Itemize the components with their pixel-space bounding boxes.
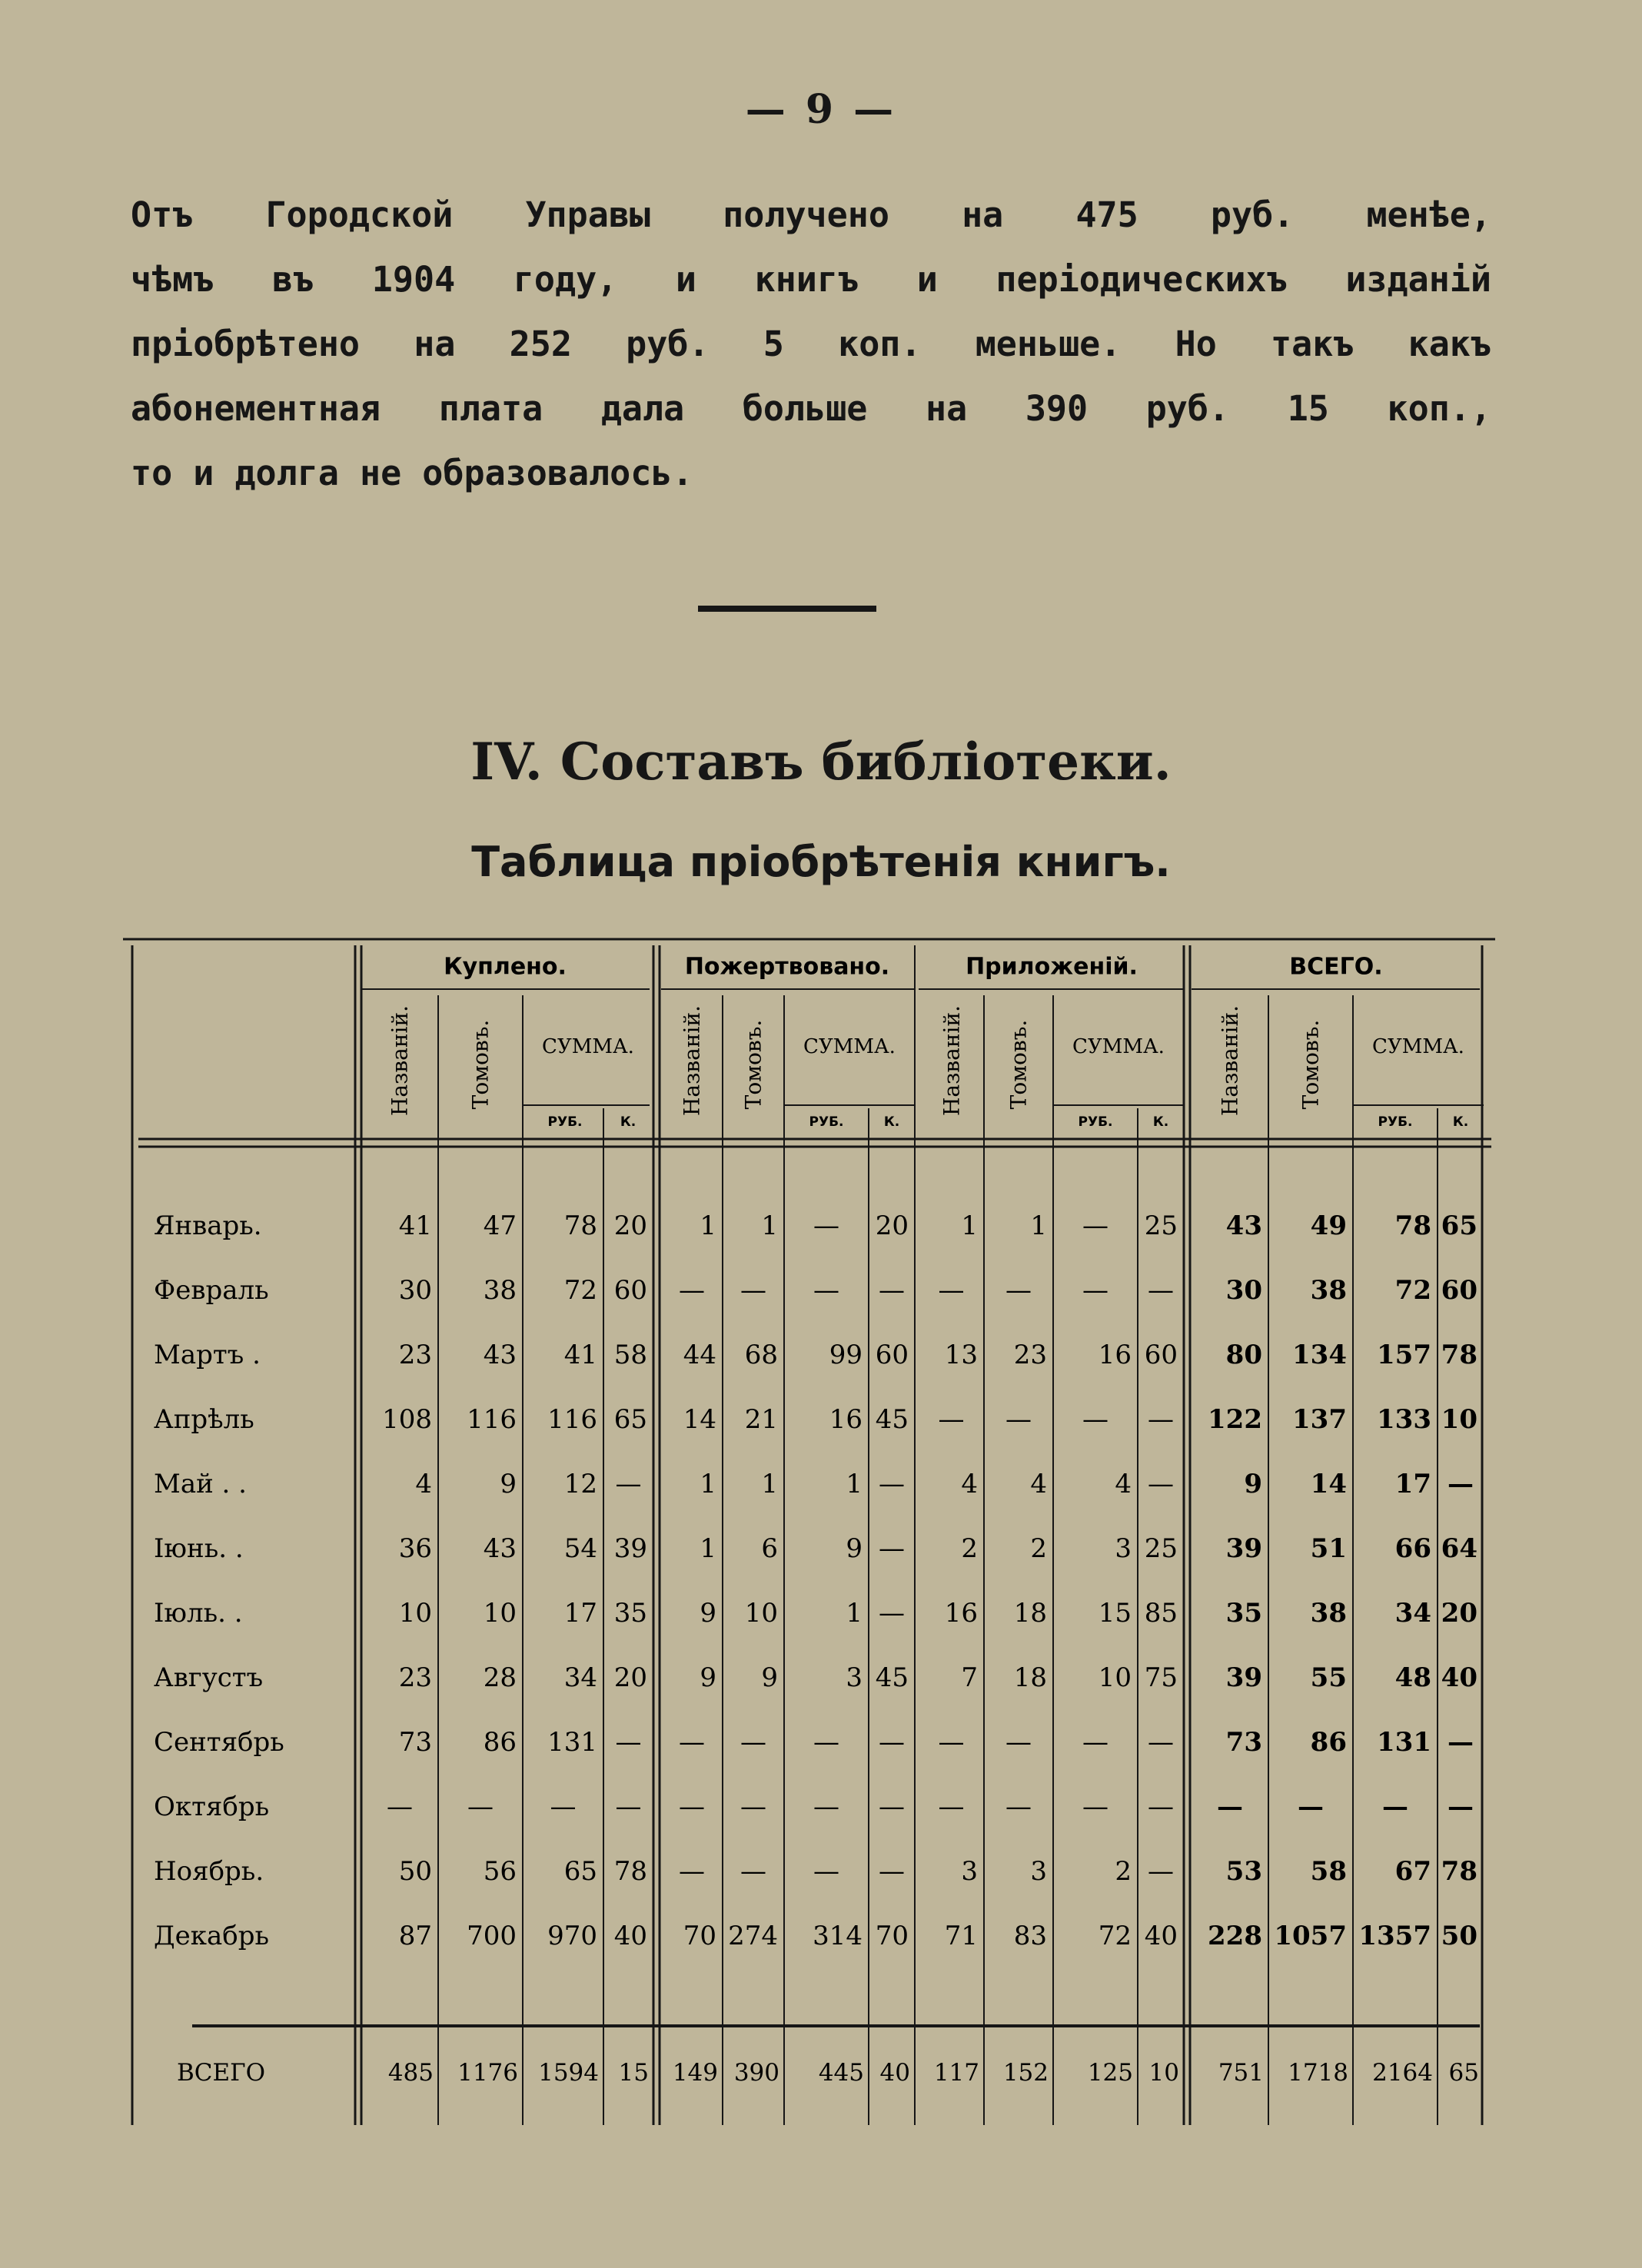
table-cell: 58 xyxy=(1310,1856,1347,1887)
table-cell: — xyxy=(813,1275,839,1306)
table-cell: 68 xyxy=(744,1340,778,1370)
table-cell: 4 xyxy=(415,1469,432,1499)
table-cell: — xyxy=(1148,1791,1174,1822)
totals-cell: 485 xyxy=(387,2059,434,2087)
table-cell: 39 xyxy=(613,1533,647,1564)
table-cell: 53 xyxy=(1225,1856,1262,1887)
table-cell: 20 xyxy=(1441,1598,1477,1629)
table-cell: 12 xyxy=(563,1469,597,1499)
table-cell: 49 xyxy=(1310,1210,1347,1241)
table-cell: 21 xyxy=(744,1404,778,1435)
table-cell: 9 xyxy=(700,1662,716,1693)
table-cell: 10 xyxy=(744,1598,778,1629)
column-header-titles: Названій. xyxy=(387,1004,413,1117)
table-cell: 35 xyxy=(1225,1598,1262,1629)
table-cell: 134 xyxy=(1292,1340,1347,1370)
table-cell: 87 xyxy=(398,1921,432,1951)
table-cell: 1 xyxy=(1030,1210,1047,1241)
table-cell: — xyxy=(740,1727,766,1758)
table-cell: 1 xyxy=(700,1533,716,1564)
table-cell: 86 xyxy=(483,1727,517,1758)
column-header-sum: СУММА. xyxy=(803,1035,896,1058)
table-cell: 72 xyxy=(1098,1921,1132,1951)
table-cell: 38 xyxy=(1310,1275,1347,1306)
table-cell: 1 xyxy=(761,1469,778,1499)
table-cell: — xyxy=(387,1791,413,1822)
table-cell: 85 xyxy=(1144,1598,1178,1629)
table-cell: 9 xyxy=(500,1469,517,1499)
table-cell: 54 xyxy=(563,1533,597,1564)
table-cell: 51 xyxy=(1310,1533,1347,1564)
column-header-sum: СУММА. xyxy=(1072,1035,1165,1058)
table-cell: — xyxy=(813,1210,839,1241)
table-cell: 86 xyxy=(1310,1727,1347,1758)
table-cell: 108 xyxy=(382,1404,432,1435)
table-cell: — xyxy=(550,1791,577,1822)
table-cell: 39 xyxy=(1225,1533,1262,1564)
table-cell: 2 xyxy=(1115,1856,1132,1887)
table-cell: 67 xyxy=(1394,1856,1431,1887)
group-header: Куплено. xyxy=(444,953,567,981)
table-cell: 10 xyxy=(1441,1404,1477,1435)
table-cell: — xyxy=(679,1727,705,1758)
table-cell: 23 xyxy=(398,1340,432,1370)
table-cell: 116 xyxy=(547,1404,597,1435)
table-cell: 16 xyxy=(829,1404,863,1435)
table-cell: — xyxy=(879,1727,905,1758)
table-cell: 39 xyxy=(1225,1662,1262,1693)
table-cell: 41 xyxy=(398,1210,432,1241)
table-cell: — xyxy=(879,1275,905,1306)
table-cell: 25 xyxy=(1144,1533,1178,1564)
table-cell: 47 xyxy=(483,1210,517,1241)
table-cell: 7 xyxy=(961,1662,978,1693)
table-cell: 3 xyxy=(1115,1533,1132,1564)
table-cell: — xyxy=(1148,1404,1174,1435)
table-cell: 17 xyxy=(1394,1469,1431,1499)
table-cell: 1057 xyxy=(1274,1921,1347,1951)
table-cell: — xyxy=(1382,1791,1408,1822)
table-cell: 2 xyxy=(961,1533,978,1564)
table-cell: 1 xyxy=(700,1469,716,1499)
table-cell: 80 xyxy=(1225,1340,1262,1370)
table-cell: 66 xyxy=(1394,1533,1431,1564)
table-cell: — xyxy=(813,1856,839,1887)
table-cell: — xyxy=(879,1469,905,1499)
table-cell: — xyxy=(679,1856,705,1887)
month-label: Сентябрь xyxy=(154,1727,284,1758)
month-label: Октябрь xyxy=(154,1791,270,1822)
table-cell: 78 xyxy=(613,1856,647,1887)
unit-rubles: РУБ. xyxy=(1378,1114,1413,1130)
column-header-titles: Названій. xyxy=(939,1004,965,1117)
column-header-titles: Названій. xyxy=(1217,1004,1243,1117)
group-header: Пожертвовано. xyxy=(684,953,890,981)
intro-paragraph xyxy=(131,183,1491,506)
totals-label: ВСЕГО xyxy=(177,2059,266,2087)
table-cell: 16 xyxy=(944,1598,978,1629)
table-cell: — xyxy=(1148,1727,1174,1758)
table-cell: 38 xyxy=(1310,1598,1347,1629)
table-cell: 23 xyxy=(398,1662,432,1693)
table-cell: 25 xyxy=(1144,1210,1178,1241)
totals-cell: 445 xyxy=(818,2059,864,2087)
table-cell: 4 xyxy=(1030,1469,1047,1499)
table-cell: — xyxy=(467,1791,494,1822)
month-label: Іюнь. . xyxy=(154,1533,244,1564)
totals-cell: 117 xyxy=(933,2059,979,2087)
table-cell: 14 xyxy=(683,1404,716,1435)
table-cell: 72 xyxy=(1394,1275,1431,1306)
totals-cell: 125 xyxy=(1087,2059,1133,2087)
month-label: Май . . xyxy=(154,1469,247,1499)
table-cell: 56 xyxy=(483,1856,517,1887)
table-cell: — xyxy=(1005,1791,1032,1822)
table-cell: 58 xyxy=(613,1340,647,1370)
totals-cell: 390 xyxy=(733,2059,779,2087)
table-cell: 116 xyxy=(467,1404,517,1435)
group-header: ВСЕГО. xyxy=(1289,953,1383,981)
month-label: Ноябрь. xyxy=(154,1856,264,1887)
month-label: Мартъ . xyxy=(154,1340,261,1370)
table-cell: 36 xyxy=(398,1533,432,1564)
table-cell: 72 xyxy=(563,1275,597,1306)
table-cell: 73 xyxy=(1225,1727,1262,1758)
table-cell: 274 xyxy=(728,1921,778,1951)
table-cell: 43 xyxy=(483,1340,517,1370)
table-cell: 50 xyxy=(398,1856,432,1887)
table-cell: 70 xyxy=(683,1921,716,1951)
table-cell: 3 xyxy=(961,1856,978,1887)
table-cell: 1 xyxy=(846,1598,863,1629)
column-header-volumes: Томовъ. xyxy=(1298,1019,1324,1110)
table-cell: — xyxy=(740,1791,766,1822)
table-cell: 71 xyxy=(944,1921,978,1951)
table-cell: 34 xyxy=(563,1662,597,1693)
column-header-volumes: Томовъ. xyxy=(1005,1019,1032,1110)
unit-kopecks: К. xyxy=(1152,1114,1169,1130)
table-cell: — xyxy=(615,1727,642,1758)
table-cell: — xyxy=(1082,1727,1109,1758)
unit-kopecks: К. xyxy=(620,1114,637,1130)
table-cell: — xyxy=(1448,1469,1474,1499)
table-cell: 40 xyxy=(1144,1921,1178,1951)
table-cell: 14 xyxy=(1310,1469,1347,1499)
table-cell: — xyxy=(1217,1791,1243,1822)
table-cell: — xyxy=(740,1275,766,1306)
table-cell: 64 xyxy=(1441,1533,1477,1564)
table-cell: — xyxy=(1148,1275,1174,1306)
table-cell: 133 xyxy=(1377,1404,1431,1435)
column-header-volumes: Томовъ. xyxy=(740,1019,766,1110)
table-cell: 4 xyxy=(961,1469,978,1499)
table-cell: — xyxy=(1148,1469,1174,1499)
table-cell: 65 xyxy=(613,1404,647,1435)
unit-kopecks: К. xyxy=(1452,1114,1469,1130)
table-cell: 55 xyxy=(1310,1662,1347,1693)
page-number: — 9 — xyxy=(745,86,897,133)
table-cell: — xyxy=(813,1727,839,1758)
table-cell: — xyxy=(679,1791,705,1822)
paragraph-line: пріобрѣтено на 252 руб. 5 коп. меньше. Но такъ какъ xyxy=(131,324,1491,364)
table-cell: 70 xyxy=(875,1921,909,1951)
table-cell: 73 xyxy=(398,1727,432,1758)
table-cell: 41 xyxy=(563,1340,597,1370)
table-cell: 30 xyxy=(1225,1275,1262,1306)
table-cell: 28 xyxy=(483,1662,517,1693)
table-cell: 34 xyxy=(1394,1598,1431,1629)
table-cell: 1 xyxy=(761,1210,778,1241)
table-cell: 44 xyxy=(683,1340,716,1370)
totals-cell: 10 xyxy=(1148,2059,1179,2087)
column-header-volumes: Томовъ. xyxy=(467,1019,494,1110)
table-cell: 18 xyxy=(1013,1598,1047,1629)
totals-cell: 40 xyxy=(879,2059,910,2087)
table-cell: 78 xyxy=(1394,1210,1431,1241)
table-cell: — xyxy=(1148,1856,1174,1887)
month-label: Январь. xyxy=(154,1210,262,1241)
totals-cell: 152 xyxy=(1002,2059,1049,2087)
table-cell: — xyxy=(813,1791,839,1822)
paragraph-line: абонементная плата дала больше на 390 руб. 15 коп., xyxy=(131,388,1491,429)
month-label: Іюль. . xyxy=(154,1598,243,1629)
table-cell: 3 xyxy=(1030,1856,1047,1887)
unit-kopecks: К. xyxy=(883,1114,900,1130)
table-cell: — xyxy=(938,1404,965,1435)
table-cell: 122 xyxy=(1208,1404,1262,1435)
table-cell: 43 xyxy=(483,1533,517,1564)
totals-cell: 1718 xyxy=(1288,2059,1348,2087)
table-cell: 131 xyxy=(1377,1727,1431,1758)
table-cell: 131 xyxy=(547,1727,597,1758)
table-cell: — xyxy=(1448,1791,1474,1822)
table-cell: 40 xyxy=(613,1921,647,1951)
table-cell: 9 xyxy=(1244,1469,1262,1499)
table-cell: — xyxy=(938,1275,965,1306)
paragraph-line: чѣмъ въ 1904 году, и книгъ и періодическихъ изданій xyxy=(131,259,1491,300)
table-cell: — xyxy=(1082,1791,1109,1822)
table-cell: 75 xyxy=(1144,1662,1178,1693)
table-cell: 1 xyxy=(961,1210,978,1241)
table-cell: 65 xyxy=(1441,1210,1477,1241)
unit-rubles: РУБ. xyxy=(1078,1114,1113,1130)
table-cell: 35 xyxy=(613,1598,647,1629)
table-cell: 4 xyxy=(1115,1469,1132,1499)
totals-cell: 1594 xyxy=(538,2059,599,2087)
table-cell: 43 xyxy=(1225,1210,1262,1241)
table-cell: — xyxy=(1005,1404,1032,1435)
table-cell: 1 xyxy=(700,1210,716,1241)
table-cell: 23 xyxy=(1013,1340,1047,1370)
table-cell: 48 xyxy=(1394,1662,1431,1693)
month-label: Августъ xyxy=(154,1662,264,1693)
table-cell: — xyxy=(879,1533,905,1564)
table-cell: 9 xyxy=(761,1662,778,1693)
totals-cell: 15 xyxy=(618,2059,649,2087)
table-cell: 1357 xyxy=(1358,1921,1431,1951)
table-cell: 137 xyxy=(1292,1404,1347,1435)
table-cell: 15 xyxy=(1098,1598,1132,1629)
table-cell: — xyxy=(879,1791,905,1822)
table-cell: 13 xyxy=(944,1340,978,1370)
table-cell: 970 xyxy=(547,1921,597,1951)
month-label: Апрѣль xyxy=(154,1404,254,1435)
table-cell: — xyxy=(1005,1275,1032,1306)
table-cell: 700 xyxy=(467,1921,517,1951)
table-cell: 99 xyxy=(829,1340,863,1370)
table-cell: — xyxy=(1448,1727,1474,1758)
table-cell: 16 xyxy=(1098,1340,1132,1370)
totals-cell: 751 xyxy=(1218,2059,1264,2087)
table-title: Таблица пріобрѣтенія книгъ. xyxy=(471,838,1171,886)
table-cell: 20 xyxy=(875,1210,909,1241)
table-cell: — xyxy=(615,1469,642,1499)
section-title: IV. Составъ библіотеки. xyxy=(470,732,1172,792)
table-cell: 228 xyxy=(1208,1921,1262,1951)
table-cell: — xyxy=(879,1856,905,1887)
month-label: Декабрь xyxy=(154,1921,270,1951)
table-cell: — xyxy=(938,1791,965,1822)
table-cell: — xyxy=(1082,1210,1109,1241)
table-cell: 1 xyxy=(846,1469,863,1499)
table-cell: — xyxy=(1005,1727,1032,1758)
paragraph-line: Отъ Городской Управы получено на 475 руб. менѣе, xyxy=(131,194,1491,235)
table-cell: 20 xyxy=(613,1210,647,1241)
table-cell: 3 xyxy=(846,1662,863,1693)
table-cell: 83 xyxy=(1013,1921,1047,1951)
table-cell: 45 xyxy=(875,1404,909,1435)
table-cell: 45 xyxy=(875,1662,909,1693)
table-cell: — xyxy=(615,1791,642,1822)
table-cell: 18 xyxy=(1013,1662,1047,1693)
table-cell: 9 xyxy=(846,1533,863,1564)
group-header: Приложеній. xyxy=(966,953,1138,981)
table-cell: 314 xyxy=(813,1921,863,1951)
totals-cell: 65 xyxy=(1448,2059,1479,2087)
totals-cell: 2164 xyxy=(1372,2059,1433,2087)
table-cell: 60 xyxy=(875,1340,909,1370)
table-cell: — xyxy=(1298,1791,1324,1822)
totals-cell: 1176 xyxy=(457,2059,518,2087)
table-cell: 78 xyxy=(1441,1340,1477,1370)
table-cell: — xyxy=(938,1727,965,1758)
table-cell: 65 xyxy=(563,1856,597,1887)
unit-rubles: РУБ. xyxy=(547,1114,583,1130)
table-cell: 60 xyxy=(1144,1340,1178,1370)
table-cell: 20 xyxy=(613,1662,647,1693)
table-cell: 78 xyxy=(563,1210,597,1241)
table-cell: 9 xyxy=(700,1598,716,1629)
table-cell: — xyxy=(1082,1275,1109,1306)
column-header-titles: Названій. xyxy=(679,1004,705,1117)
table-cell: — xyxy=(740,1856,766,1887)
table-cell: 30 xyxy=(398,1275,432,1306)
table-cell: 17 xyxy=(563,1598,597,1629)
paragraph-line: то и долга не образовалось. xyxy=(131,453,693,493)
table-cell: 40 xyxy=(1441,1662,1477,1693)
table-cell: 10 xyxy=(1098,1662,1132,1693)
table-cell: 60 xyxy=(1441,1275,1477,1306)
column-header-sum: СУММА. xyxy=(542,1035,634,1058)
table-cell: — xyxy=(1082,1404,1109,1435)
table-cell: 78 xyxy=(1441,1856,1477,1887)
column-header-sum: СУММА. xyxy=(1372,1035,1464,1058)
table-cell: 6 xyxy=(761,1533,778,1564)
table-cell: 60 xyxy=(613,1275,647,1306)
table-cell: 157 xyxy=(1377,1340,1431,1370)
table-cell: — xyxy=(879,1598,905,1629)
totals-cell: 149 xyxy=(672,2059,718,2087)
table-cell: 50 xyxy=(1441,1921,1477,1951)
table-cell: 10 xyxy=(398,1598,432,1629)
table-cell: 38 xyxy=(483,1275,517,1306)
table-cell: 10 xyxy=(483,1598,517,1629)
table-cell: — xyxy=(679,1275,705,1306)
section-divider xyxy=(698,606,876,612)
month-label: Февраль xyxy=(154,1275,269,1306)
table-cell: 2 xyxy=(1030,1533,1047,1564)
unit-rubles: РУБ. xyxy=(809,1114,844,1130)
